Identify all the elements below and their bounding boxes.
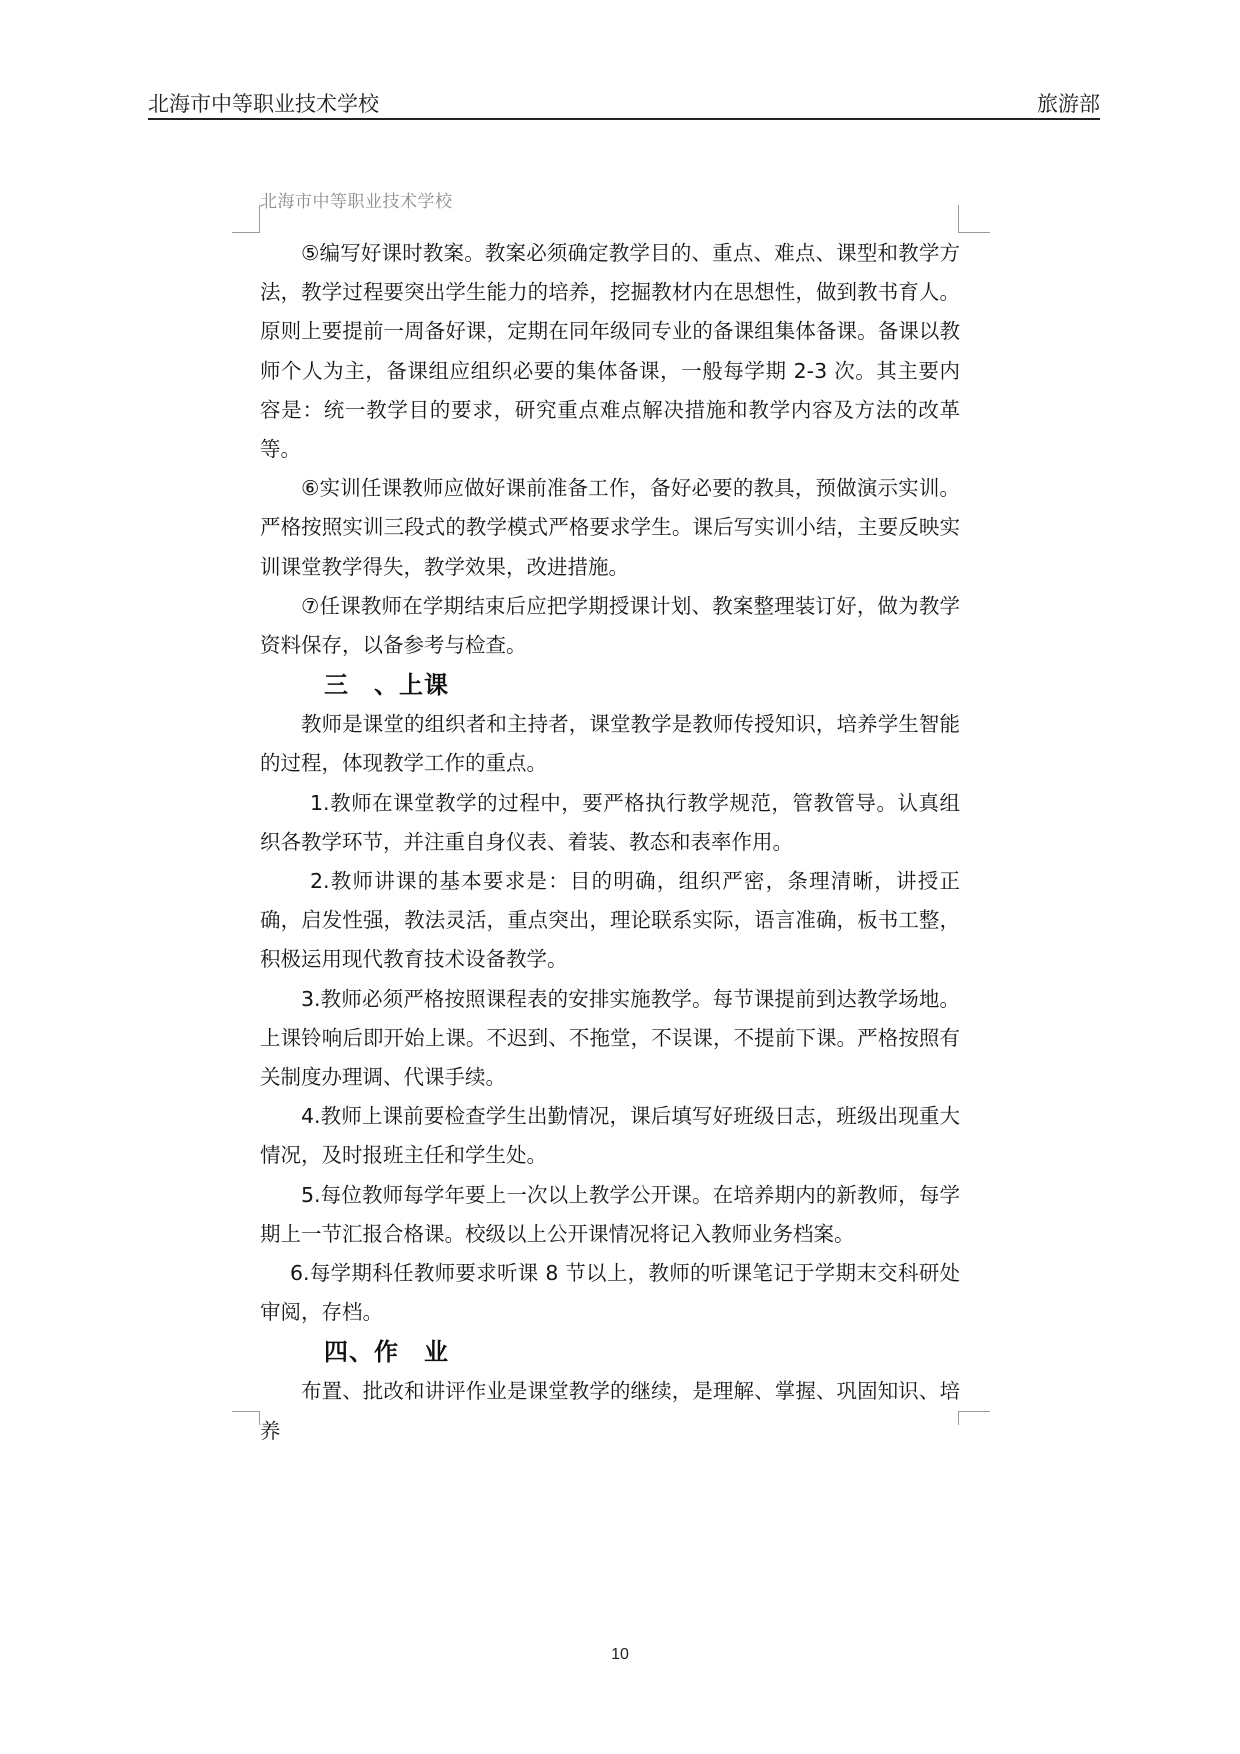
paragraph-rule-1: 1.教师在课堂教学的过程中，要严格执行教学规范，管教管导。认真组织各教学环节，并注重自身仪表、着装、教态和表率作用。 (260, 790, 960, 854)
section-heading-homework: 四、作 业 (324, 1338, 449, 1367)
paragraph-semester-archive: ⑦任课教师在学期结束后应把学期授课计划、教案整理装订好，做为教学资料保存，以备参考与检查。 (260, 593, 960, 658)
crop-mark-top-right-vertical (958, 205, 959, 233)
crop-mark-top-right (958, 232, 990, 233)
page-number: 10 (611, 1646, 629, 1663)
crop-mark-bottom-right (958, 1411, 990, 1412)
section-heading-class: 三 、上课 (324, 671, 449, 700)
header-school-name: 北海市中等职业技术学校 (148, 92, 379, 116)
header-department: 旅游部 (1037, 92, 1100, 116)
body-text (260, 234, 960, 1451)
crop-mark-top-left-vertical (259, 205, 260, 233)
scanned-inner-header: 北海市中等职业技术学校 (260, 192, 453, 212)
paragraph-homework-intro: 布置、批改和讲评作业是课堂教学的继续，是理解、掌握、巩固知识、培养 (260, 1379, 960, 1443)
paragraph-rule-5: 5.每位教师每学年要上一次以上教学公开课。在培养期内的新教师，每学期上一节汇报合格课。校级以上公开课情况将记入教师业务档案。 (260, 1182, 960, 1246)
paragraph-practical-training: ⑥实训任课教师应做好课前准备工作，备好必要的教具，预做演示实训。严格按照实训三段式的教学模式严格要求学生。课后写实训小结，主要反映实训课堂教学得失，教学效果，改进措施。 (260, 476, 960, 579)
paragraph-rule-4: 4.教师上课前要检查学生出勤情况，课后填写好班级日志，班级出现重大情况，及时报班主任和学生处。 (260, 1104, 960, 1168)
crop-mark-top-left (232, 232, 260, 233)
paragraph-rule-3: 3.教师必须严格按照课程表的安排实施教学。每节课提前到达教学场地。上课铃响后即开始上课。不迟到、不拖堂，不误课，不提前下课。严格按照有关制度办理调、代课手续。 (260, 986, 960, 1090)
crop-mark-bottom-left (232, 1411, 260, 1412)
paragraph-rule-6: 6.每学期科任教师要求听课 8 节以上，教师的听课笔记于学期末交科研处审阅，存档。 (260, 1261, 960, 1325)
paragraph-lesson-plan: ⑤编写好课时教案。教案必须确定教学目的、重点、难点、课型和教学方法，教学过程要突出学生能力的培养，挖掘教材内在思想性，做到教书育人。原则上要提前一周备好课，定期在同年级同专业的备课组集体备课。备课以教师个人为主，备课组应组织必要的集体备课，一般每学期 2-3 次。其主要内容是：统一教学目的要求，研究重点难点解决措施和教学内容及方法的改革等。 (260, 241, 960, 462)
paragraph-rule-2: 2.教师讲课的基本要求是：目的明确，组织严密，条理清晰，讲授正确，启发性强，教法灵活，重点突出，理论联系实际，语言准确，板书工整，积极运用现代教育技术设备教学。 (260, 869, 960, 972)
paragraph-class-intro: 教师是课堂的组织者和主持者，课堂教学是教师传授知识，培养学生智能的过程，体现教学工作的重点。 (260, 712, 960, 776)
